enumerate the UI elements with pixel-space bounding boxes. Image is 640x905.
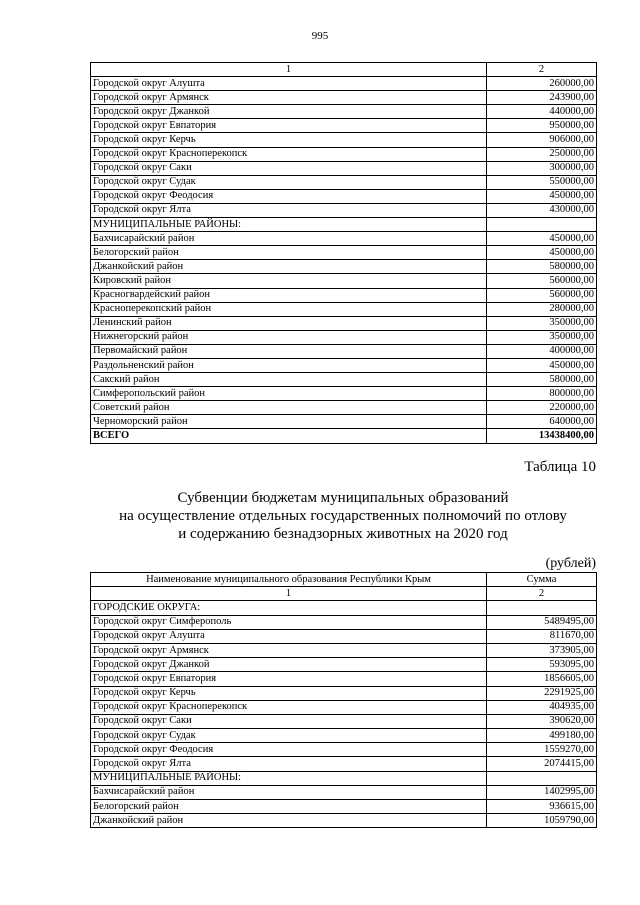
table-row: [91, 232, 597, 246]
row-name-cell: Городской округ Симферополь: [91, 615, 487, 629]
table-row: [91, 615, 597, 629]
table-row: [91, 771, 597, 785]
row-name-cell: Джанкойский район: [91, 260, 487, 274]
row-name-cell: Красноперекопский район: [91, 302, 487, 316]
row-value-cell: 280000,00: [487, 302, 597, 316]
row-name-cell: Городской округ Керчь: [91, 133, 487, 147]
table-row: [91, 119, 597, 133]
column-number-cell: 2: [487, 63, 597, 77]
header-cell-name: Наименование муниципального образования Республики Крым: [91, 573, 487, 587]
row-name-cell: Раздольненский район: [91, 358, 487, 372]
row-name-cell: Красногвардейский район: [91, 288, 487, 302]
row-value-cell: 390620,00: [487, 714, 597, 728]
table-row: [91, 91, 597, 105]
row-name-cell: МУНИЦИПАЛЬНЫЕ РАЙОНЫ:: [91, 218, 487, 232]
row-name-cell: Черноморский район: [91, 415, 487, 429]
table-row: [91, 288, 597, 302]
column-number-row: [91, 587, 597, 601]
table-row: [91, 274, 597, 288]
table-row: [91, 218, 597, 232]
table-row: [91, 757, 597, 771]
table-title-line: Субвенции бюджетам муниципальных образований: [177, 490, 509, 506]
row-value-cell: 950000,00: [487, 119, 597, 133]
column-number-cell: 1: [91, 587, 487, 601]
table-row: [91, 246, 597, 260]
row-name-cell: Бахчисарайский район: [91, 785, 487, 799]
row-name-cell: Городской округ Феодосия: [91, 743, 487, 757]
row-name-cell: Городской округ Джанкой: [91, 105, 487, 119]
row-name-cell: Джанкойский район: [91, 814, 487, 828]
row-name-cell: Городской округ Саки: [91, 714, 487, 728]
table-row: [91, 316, 597, 330]
row-value-cell: 430000,00: [487, 203, 597, 217]
row-value-cell: 580000,00: [487, 373, 597, 387]
row-value-cell: [487, 601, 597, 615]
table-row: [91, 77, 597, 91]
table-row: [91, 105, 597, 119]
table-row: [91, 260, 597, 274]
table-row: [91, 672, 597, 686]
row-name-cell: Советский район: [91, 401, 487, 415]
row-name-cell: Нижнегорский район: [91, 330, 487, 344]
row-value-cell: 450000,00: [487, 246, 597, 260]
table-caption: Таблица 10: [524, 459, 596, 475]
column-number-cell: 1: [91, 63, 487, 77]
row-name-cell: Бахчисарайский район: [91, 232, 487, 246]
row-value-cell: 373905,00: [487, 643, 597, 657]
table-row: [91, 686, 597, 700]
row-value-cell: 499180,00: [487, 729, 597, 743]
row-value-cell: 550000,00: [487, 175, 597, 189]
row-value-cell: 440000,00: [487, 105, 597, 119]
table-row: [91, 601, 597, 615]
row-value-cell: 350000,00: [487, 330, 597, 344]
table-row: [91, 358, 597, 372]
row-value-cell: 906000,00: [487, 133, 597, 147]
row-value-cell: 560000,00: [487, 288, 597, 302]
total-value: 13438400,00: [487, 429, 597, 443]
row-value-cell: [487, 218, 597, 232]
table-row: [91, 387, 597, 401]
table-row: [91, 175, 597, 189]
row-name-cell: Городской округ Судак: [91, 175, 487, 189]
row-name-cell: Городской округ Джанкой: [91, 658, 487, 672]
row-name-cell: Городской округ Алушта: [91, 77, 487, 91]
row-value-cell: 450000,00: [487, 232, 597, 246]
row-value-cell: 1559270,00: [487, 743, 597, 757]
row-name-cell: Городской округ Евпатория: [91, 672, 487, 686]
table-row: [91, 714, 597, 728]
row-name-cell: Белогорский район: [91, 800, 487, 814]
table-row: [91, 643, 597, 657]
table-row: [91, 133, 597, 147]
table-title-line: на осуществление отдельных государственных полномочий по отлову: [119, 508, 567, 524]
row-name-cell: Симферопольский район: [91, 387, 487, 401]
row-value-cell: 1856605,00: [487, 672, 597, 686]
row-value-cell: 243900,00: [487, 91, 597, 105]
table-row: [91, 743, 597, 757]
row-value-cell: 936615,00: [487, 800, 597, 814]
header-cell-sum: Сумма: [487, 573, 597, 587]
table-title: [90, 489, 596, 543]
page-number: 995: [311, 30, 329, 42]
row-name-cell: Городской округ Керчь: [91, 686, 487, 700]
table-row: [91, 729, 597, 743]
table-row: [91, 629, 597, 643]
table-row: [91, 658, 597, 672]
table-row: [91, 330, 597, 344]
row-name-cell: Городской округ Армянск: [91, 643, 487, 657]
table-row: [91, 800, 597, 814]
row-value-cell: 5489495,00: [487, 615, 597, 629]
row-value-cell: 580000,00: [487, 260, 597, 274]
row-value-cell: 404935,00: [487, 700, 597, 714]
row-name-cell: Белогорский район: [91, 246, 487, 260]
table-row: [91, 161, 597, 175]
row-value-cell: 560000,00: [487, 274, 597, 288]
table-row: [91, 415, 597, 429]
row-name-cell: Городской округ Ялта: [91, 203, 487, 217]
row-value-cell: 1402995,00: [487, 785, 597, 799]
row-name-cell: Городской округ Алушта: [91, 629, 487, 643]
row-value-cell: 1059790,00: [487, 814, 597, 828]
row-value-cell: 400000,00: [487, 344, 597, 358]
table-title-line: и содержанию безнадзорных животных на 2020 год: [178, 526, 508, 542]
unit-label: (рублей): [545, 556, 596, 571]
table-row: [91, 147, 597, 161]
row-value-cell: 450000,00: [487, 358, 597, 372]
row-name-cell: Городской округ Судак: [91, 729, 487, 743]
row-value-cell: 811670,00: [487, 629, 597, 643]
row-name-cell: МУНИЦИПАЛЬНЫЕ РАЙОНЫ:: [91, 771, 487, 785]
row-value-cell: 450000,00: [487, 189, 597, 203]
row-name-cell: ГОРОДСКИЕ ОКРУГА:: [91, 601, 487, 615]
table-row: [91, 814, 597, 828]
row-name-cell: Городской округ Красноперекопск: [91, 147, 487, 161]
table-row: [91, 302, 597, 316]
row-name-cell: Сакский район: [91, 373, 487, 387]
table-row: [91, 700, 597, 714]
row-value-cell: 640000,00: [487, 415, 597, 429]
row-value-cell: 260000,00: [487, 77, 597, 91]
row-name-cell: Городской округ Ялта: [91, 757, 487, 771]
total-label: ВСЕГО: [91, 429, 487, 443]
subvention-table: [90, 572, 597, 828]
column-number-row: [91, 63, 597, 77]
row-value-cell: 593095,00: [487, 658, 597, 672]
header-row: [91, 573, 597, 587]
row-name-cell: Городской округ Феодосия: [91, 189, 487, 203]
row-name-cell: Ленинский район: [91, 316, 487, 330]
row-value-cell: 350000,00: [487, 316, 597, 330]
table-row: [91, 785, 597, 799]
row-value-cell: 300000,00: [487, 161, 597, 175]
row-name-cell: Городской округ Красноперекопск: [91, 700, 487, 714]
total-row: [91, 429, 597, 443]
table-continuation: [90, 62, 597, 444]
row-value-cell: 250000,00: [487, 147, 597, 161]
row-name-cell: Городской округ Саки: [91, 161, 487, 175]
row-name-cell: Городской округ Армянск: [91, 91, 487, 105]
row-value-cell: 2074415,00: [487, 757, 597, 771]
table-row: [91, 189, 597, 203]
row-name-cell: Кировский район: [91, 274, 487, 288]
table-row: [91, 203, 597, 217]
row-value-cell: 800000,00: [487, 387, 597, 401]
column-number-cell: 2: [487, 587, 597, 601]
row-value-cell: [487, 771, 597, 785]
row-value-cell: 2291925,00: [487, 686, 597, 700]
row-name-cell: Первомайский район: [91, 344, 487, 358]
table-row: [91, 401, 597, 415]
table-row: [91, 344, 597, 358]
table-row: [91, 373, 597, 387]
row-name-cell: Городской округ Евпатория: [91, 119, 487, 133]
row-value-cell: 220000,00: [487, 401, 597, 415]
